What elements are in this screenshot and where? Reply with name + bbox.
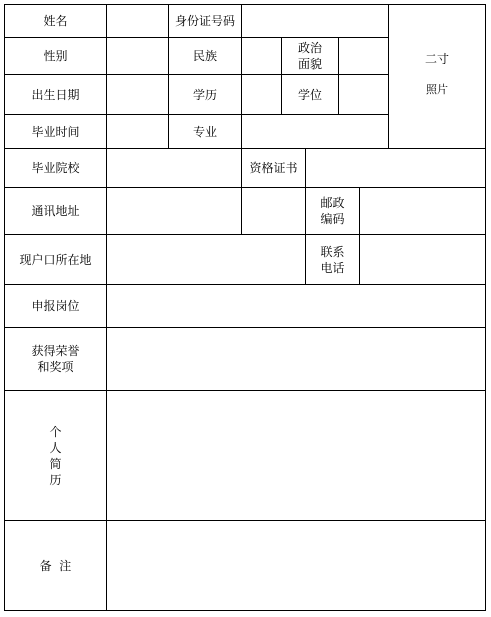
address-field[interactable] bbox=[107, 188, 305, 234]
photo-label: 照片 bbox=[426, 83, 448, 96]
honors-field[interactable] bbox=[107, 328, 485, 390]
birth-date-label: 出生日期 bbox=[31, 87, 80, 102]
degree-field[interactable] bbox=[339, 75, 388, 114]
degree-label: 学位 bbox=[297, 87, 322, 102]
education-field[interactable] bbox=[242, 75, 281, 114]
remarks-field[interactable] bbox=[107, 521, 485, 610]
political-status-label: 政治 面貌 bbox=[297, 41, 322, 71]
honors-label: 获得荣誉 和奖项 bbox=[31, 344, 80, 374]
address-label: 通讯地址 bbox=[31, 204, 80, 218]
political-status-field[interactable] bbox=[339, 38, 388, 74]
birth-date-field[interactable] bbox=[107, 75, 168, 114]
id-number-label: 身份证号码 bbox=[174, 14, 235, 28]
postal-code-field[interactable] bbox=[360, 188, 485, 234]
border-right bbox=[485, 4, 486, 611]
school-label: 毕业院校 bbox=[31, 161, 80, 175]
photo-size-label: 二寸 bbox=[424, 52, 449, 66]
id-number-field[interactable] bbox=[242, 5, 388, 37]
graduation-time-label: 毕业时间 bbox=[31, 124, 80, 139]
phone-field[interactable] bbox=[360, 235, 485, 284]
gender-field[interactable] bbox=[107, 38, 168, 74]
position-label: 申报岗位 bbox=[31, 299, 80, 313]
photo-box[interactable] bbox=[389, 5, 485, 148]
certificate-field[interactable] bbox=[306, 149, 485, 187]
phone-label: 联系 电话 bbox=[320, 244, 345, 275]
ethnicity-label: 民族 bbox=[192, 49, 217, 63]
resume-label: 个 人 简 历 bbox=[49, 424, 62, 487]
graduation-time-field[interactable] bbox=[107, 115, 168, 148]
residence-label: 现户口所在地 bbox=[19, 252, 92, 267]
school-field[interactable] bbox=[107, 149, 241, 187]
certificate-label: 资格证书 bbox=[249, 161, 298, 175]
gender-label: 性别 bbox=[43, 49, 68, 63]
name-field[interactable] bbox=[107, 5, 168, 37]
name-label: 姓名 bbox=[43, 14, 68, 28]
resume-field[interactable] bbox=[107, 391, 485, 520]
postal-code-label: 邮政 编码 bbox=[320, 196, 345, 226]
border-bottom bbox=[4, 610, 486, 611]
ethnicity-field[interactable] bbox=[242, 38, 281, 74]
residence-field[interactable] bbox=[107, 235, 305, 284]
registration-form bbox=[4, 4, 486, 611]
remarks-label: 备 注 bbox=[39, 558, 72, 573]
position-field[interactable] bbox=[107, 285, 485, 327]
major-field[interactable] bbox=[242, 115, 388, 148]
major-label: 专业 bbox=[192, 124, 217, 139]
education-label: 学历 bbox=[192, 87, 217, 102]
